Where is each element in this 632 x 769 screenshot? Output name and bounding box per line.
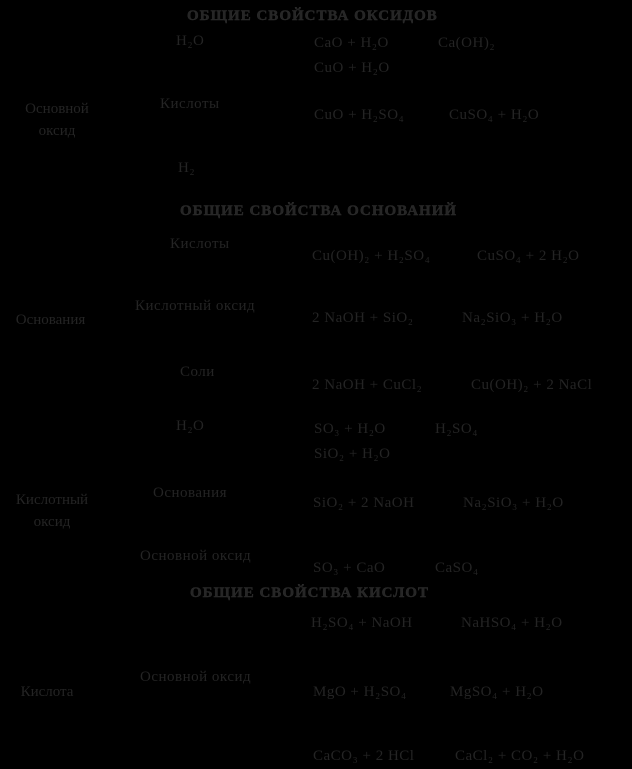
section-title-bases: ОБЩИЕ СВОЙСТВА ОСНОВАНИЙ: [180, 203, 458, 219]
formula-na2sio3-h2o-product-1: Na₂SiO₃ + H₂O: [462, 310, 563, 326]
formula-so3-plus-h2o: SO₃ + H₂O: [314, 421, 386, 437]
category-acid-oxide-line2: оксид: [33, 514, 71, 530]
reagent-label-acids-2: Кислоты: [170, 236, 230, 252]
reagent-label-acids-1: Кислоты: [160, 96, 220, 112]
category-acid-line1: Кислота: [20, 684, 74, 700]
reagent-label-water-1: H₂O: [176, 33, 205, 49]
formula-na2sio3-h2o-product-2: Na₂SiO₃ + H₂O: [463, 495, 564, 511]
formula-h2so4-plus-naoh: H₂SO₄ + NaOH: [311, 615, 413, 631]
section-title-acids: ОБЩИЕ СВОЙСТВА КИСЛОТ: [190, 585, 429, 601]
formula-caoh2-product: Ca(OH)₂: [438, 35, 496, 51]
formula-cao-plus-h2o: CaO + H₂O: [314, 35, 389, 51]
formula-nahso4-h2o-product: NaHSO₄ + H₂O: [461, 615, 563, 631]
formula-2naoh-plus-sio2: 2 NaOH + SiO₂: [312, 310, 414, 326]
formula-2naoh-plus-cucl2: 2 NaOH + CuCl₂: [312, 377, 423, 393]
formula-caco3-plus-2hcl: CaCO₃ + 2 HCl: [313, 748, 415, 764]
reagent-label-basic-oxide-1: Основной оксид: [140, 548, 252, 564]
formula-cuso4-h2o-product: CuSO₄ + H₂O: [449, 107, 540, 123]
formula-caso4-product: CaSO₄: [435, 560, 479, 576]
category-bases-line1: Основания: [15, 312, 86, 328]
reagent-label-acid-oxide: Кислотный оксид: [135, 298, 256, 314]
category-basic-oxide-line1: Основной: [25, 101, 89, 117]
category-label-acid: [14, 681, 80, 703]
formula-mgso4-h2o-product: MgSO₄ + H₂O: [450, 684, 544, 700]
reagent-label-bases-1: Основания: [153, 485, 228, 501]
formula-cuo-plus-h2o: CuO + H₂O: [314, 60, 390, 76]
category-acid-oxide-line1: Кислотный: [15, 492, 89, 508]
formula-cuso4-2h2o-product: CuSO₄ + 2 H₂O: [477, 248, 580, 264]
formula-cuo-plus-h2so4: CuO + H₂SO₄: [314, 107, 405, 123]
reagent-label-salts: Соли: [180, 364, 215, 380]
formula-sio2-plus-h2o: SiO₂ + H₂O: [314, 446, 391, 462]
formula-cuoh2-2nacl-product: Cu(OH)₂ + 2 NaCl: [471, 377, 593, 393]
formula-cacl2-co2-h2o-product: CaCl₂ + CO₂ + H₂O: [455, 748, 585, 764]
section-title-oxides: ОБЩИЕ СВОЙСТВА ОКСИДОВ: [187, 8, 438, 24]
formula-sio2-plus-2naoh: SiO₂ + 2 NaOH: [313, 495, 415, 511]
formula-cuoh2-plus-h2so4: Cu(OH)₂ + H₂SO₄: [312, 248, 431, 264]
reagent-label-water-2: H₂O: [176, 418, 205, 434]
reagent-label-hydrogen: H₂: [178, 160, 196, 176]
category-label-acid-oxide: [2, 489, 102, 533]
formula-h2so4-product: H₂SO₄: [435, 421, 478, 437]
category-label-basic-oxide-1: [12, 98, 102, 142]
category-label-bases: [8, 309, 93, 331]
formula-mgo-plus-h2so4: MgO + H₂SO₄: [313, 684, 407, 700]
reagent-label-basic-oxide-2: Основной оксид: [140, 669, 252, 685]
category-basic-oxide-line2: оксид: [38, 123, 76, 139]
formula-so3-plus-cao: SO₃ + CaO: [313, 560, 386, 576]
